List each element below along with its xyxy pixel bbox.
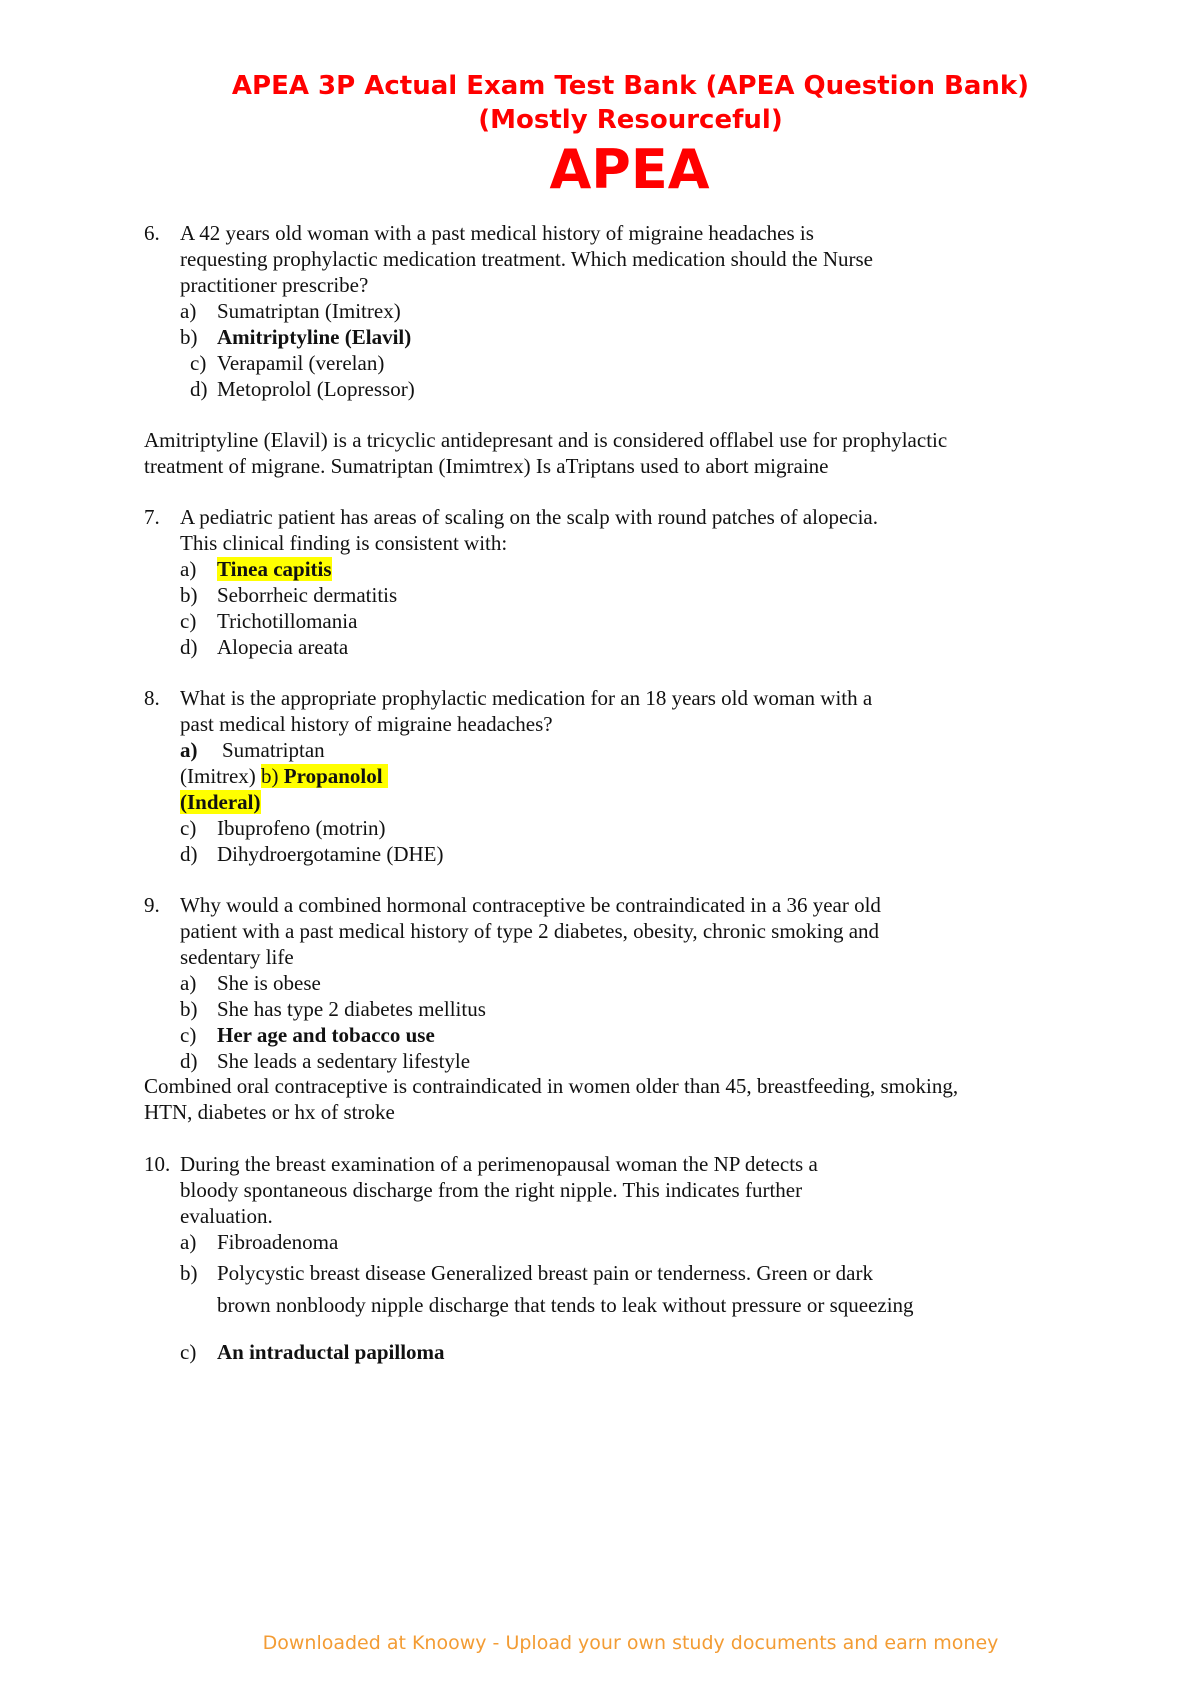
explanation-line: treatment of migrane. Sumatriptan (Imimtrex) Is aTriptans used to abort migraine — [144, 454, 829, 478]
option-letter: c) — [180, 609, 197, 633]
option-letter: c) — [180, 1340, 197, 1364]
question-number: 6. — [144, 221, 160, 245]
question-text-line: evaluation. — [180, 1204, 273, 1228]
option-text: Ibuprofeno (motrin) — [217, 816, 386, 840]
option-letter: a) — [180, 299, 197, 323]
option-text: Alopecia areata — [217, 635, 349, 659]
option-letter: a) — [180, 557, 197, 581]
option-text: She has type 2 diabetes mellitus — [217, 997, 486, 1021]
option-text: Sumatriptan (Imitrex) — [217, 299, 401, 323]
option-letter — [180, 737, 198, 763]
question-text-line: requesting prophylactic medication treatment. Which medication should the Nurse — [180, 247, 873, 271]
explanation-line: HTN, diabetes or hx of stroke — [144, 1100, 395, 1124]
option-letter: b) — [261, 764, 279, 788]
question-number: 7. — [144, 505, 160, 529]
option-text: Trichotillomania — [217, 609, 358, 633]
question-text-line: sedentary life — [180, 945, 294, 969]
option-letter: a) — [180, 1230, 197, 1254]
option-letter: c) — [180, 816, 197, 840]
explanation-line: Amitriptyline (Elavil) is a tricyclic antidepresant and is considered offlabel use for prophylactic — [144, 428, 948, 452]
option-letter: c) — [190, 351, 207, 375]
option-letter: a) — [180, 971, 197, 995]
question-text-line: A pediatric patient has areas of scaling on the scalp with round patches of alopecia. — [180, 505, 879, 529]
option-text: Polycystic breast disease Generalized breast pain or tenderness. Green or dark — [217, 1261, 873, 1285]
question-text-line: past medical history of migraine headaches? — [180, 712, 553, 736]
option-text: Sumatriptan — [222, 738, 325, 762]
question-text-line: During the breast examination of a perimenopausal woman the NP detects a — [180, 1152, 818, 1176]
option-letter: b) — [180, 1261, 198, 1285]
option-text: Seborrheic dermatitis — [217, 583, 398, 607]
option-letter: d) — [180, 1049, 198, 1073]
explanation-line: Combined oral contraceptive is contraindicated in women older than 45, breastfeeding, smoking, — [144, 1074, 959, 1098]
question-text-line: What is the appropriate prophylactic medication for an 18 years old woman with a — [180, 686, 873, 710]
document-title: APEA 3P Actual Exam Test Bank (APEA Question Bank) — [231, 71, 1030, 101]
option-text: Dihydroergotamine (DHE) — [217, 842, 444, 866]
question-text-line: patient with a past medical history of type 2 diabetes, obesity, chronic smoking and — [180, 919, 880, 943]
correct-option-continued — [180, 789, 261, 815]
question-number: 9. — [144, 893, 160, 917]
option-text: Fibroadenoma — [217, 1230, 339, 1254]
option-letter: d) — [180, 842, 198, 866]
bold-answer: Propanolol — [283, 764, 383, 788]
option-a-continuation: (Imitrex) — [180, 764, 256, 788]
bold-answer: Her age and tobacco use — [217, 1023, 435, 1047]
correct-option-b — [261, 764, 388, 788]
option-letter: d) — [190, 377, 208, 401]
option-text-continued — [180, 763, 388, 789]
bold-answer: Amitriptyline (Elavil) — [217, 325, 412, 349]
download-footer: Downloaded at Knoowy - Upload your own study documents and earn money — [262, 1632, 999, 1654]
option-text: Verapamil (verelan) — [217, 351, 385, 375]
question-number: 8. — [144, 686, 160, 710]
question-text-line: Why would a combined hormonal contraceptive be contraindicated in a 36 year old — [180, 893, 881, 917]
option-text: Metoprolol (Lopressor) — [217, 377, 415, 401]
document-subtitle: (Mostly Resourceful) — [478, 105, 783, 135]
question-text-line: practitioner prescribe? — [180, 273, 369, 297]
correct-option-text — [217, 324, 411, 350]
question-number: 10. — [144, 1152, 171, 1176]
option-letter: d) — [180, 635, 198, 659]
correct-option-text — [217, 1022, 435, 1048]
bold-letter: a) — [180, 738, 198, 762]
option-letter: b) — [180, 583, 198, 607]
option-text-continued: brown nonbloody nipple discharge that tends to leak without pressure or squeezing — [217, 1293, 914, 1317]
correct-option-text — [217, 556, 332, 582]
bold-answer: An intraductal papilloma — [217, 1340, 445, 1364]
highlighted-answer: (Inderal) — [180, 790, 261, 814]
option-text: She is obese — [217, 971, 321, 995]
question-text-line: bloody spontaneous discharge from the right nipple. This indicates further — [180, 1178, 803, 1202]
option-letter: b) — [180, 997, 198, 1021]
correct-option-text — [217, 1339, 445, 1365]
highlighted-answer: Tinea capitis — [217, 557, 332, 581]
brand-heading: APEA — [549, 138, 710, 201]
option-text: She leads a sedentary lifestyle — [217, 1049, 471, 1073]
option-letter: c) — [180, 1023, 197, 1047]
option-letter: b) — [180, 325, 198, 349]
question-text-line: A 42 years old woman with a past medical history of migraine headaches is — [180, 221, 814, 245]
question-text-line: This clinical finding is consistent with: — [180, 531, 508, 555]
